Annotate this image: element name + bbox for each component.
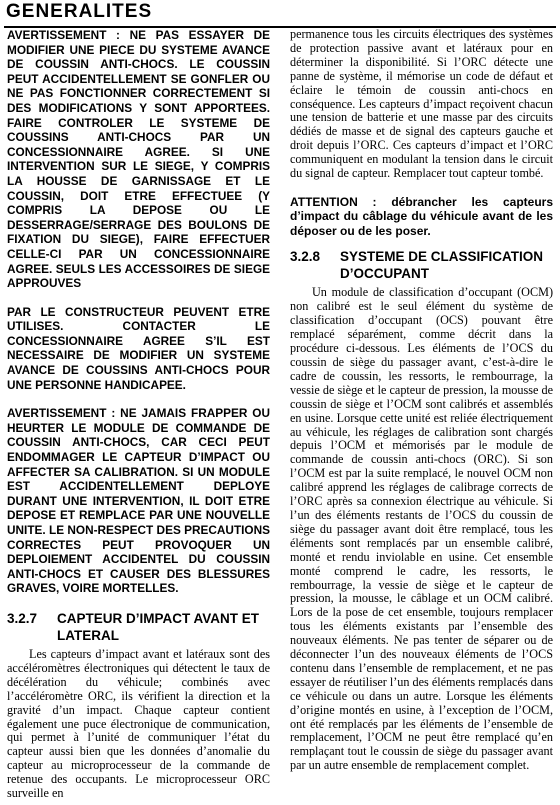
warning-paragraph: AVERTISSEMENT : NE PAS ESSAYER DE MODIFIER UNE PIECE DU SYSTEME AVANCE DE COUSSIN ANTI-CHOCS. LE COUSSIN PEUT ACCIDENTELLEMENT SE GONFLER OU NE PAS FONCTIONNER CORRECTEMENT SI DES MODIFICATIONS Y SONT APPORTEES. FAIRE CONTROLER LE SYSTEME DE COUSSINS ANTI-CHOCS PAR UN CONCESSIONNAIRE AGREE. SI UNE INTERVENTION SUR LE SIEGE, Y COMPRIS LA HOUSSE DE GARNISSAGE ET LE COUSSIN, DOIT ETRE EFFECTUEE (Y COMPRIS LA DEPOSE OU LE DESSERRAGE/SERRAGE DES BOULONS DE FIXATION DU SIEGE), FAIRE EFFECTUER CELLE-CI PAR UN CONCESSIONNAIRE AGREE. SEULS LES ACCESSOIRES DE SIEGE APPROUVES [7, 28, 270, 291]
section-number: 3.2.8 [290, 249, 321, 265]
section-heading-3-2-8 [290, 248, 553, 282]
page-title: GENERALITES [6, 1, 153, 22]
body-paragraph: Les capteurs d’impact avant et latéraux sont des accéléromètres électroniques qui détectent le taux de décélération du véhicule; combinés avec l’accéléromètre ORC, ils vérifient la direction et la gravité d’un impact. Chaque capteur contient également une puce électronique de communication, qui permet à l’unité de communiquer l’état du capteur aussi bien que les données d’anomalie du capteur au microprocesseur de la commande de retenue des occupants. Le microprocesseur ORC surveille en [7, 646, 270, 801]
left-column [7, 28, 270, 801]
body-paragraph-continued: permanence tous les circuits électriques des systèmes de protection passive avant et latéraux pour en déterminer la disponibilité. Si l’ORC détecte une panne de système, il mémorise un code de défaut et éclaire le témoin de coussin anti-chocs en conséquence. Les capteurs d’impact reçoivent chacun une tension de batterie et une masse par des circuits dédiés de masse et de signal des capteurs gauche et droit depuis l’ORC. Ces capteurs d’impact et l’ORC communiquent en modulant la tension dans le circuit du signal de capteur. Remplacer tout capteur tombé. [290, 27, 553, 181]
warning-paragraph: AVERTISSEMENT : NE JAMAIS FRAPPER OU HEURTER LE MODULE DE COMMANDE DE COUSSIN ANTI-CHOCS, CAR CECI PEUT ENDOMMAGER LE CAPTEUR D’IMPACT OU AFFECTER SA CALIBRATION. SI UN MODULE EST ACCIDENTELLEMENT DEPLOYE DURANT UNE INTERVENTION, IL DOIT ETRE DEPOSE ET REMPLACE PAR UNE NOUVELLE UNITE. LE NON-RESPECT DES PRECAUTIONS CORRECTES PEUT PROVOQUER UN DEPLOIEMENT ACCIDENTEL DU COUSSIN ANTI-CHOCS ET CAUSER DES BLESSURES GRAVES, VOIRE MORTELLES. [7, 406, 270, 596]
right-column [290, 28, 553, 773]
section-title: SYSTEME DE CLASSIFICATION D’OCCUPANT [340, 249, 544, 282]
section-title: CAPTEUR D’IMPACT AVANT ET LATERAL [57, 610, 259, 643]
attention-note: ATTENTION : débrancher les capteurs d’impact du câblage du véhicule avant de les déposer ou de les poser. [290, 194, 553, 238]
page-header [4, 0, 556, 28]
body-paragraph: Un module de classification d’occupant (OCM) non calibré est le seul élément du système de classification d’occupant (OCS) pouvant être remplacé séparément, comme décrit dans la procédure ci-dessous. Les éléments de l’OCS du coussin de siège du passager avant, c’est-à-dire le cadre de coussin, les ressorts, le rembourrage, la vessie de siège et le capteur de pression, la mousse de coussin de siège et l’OCM sont calibrés et assemblés en usine. Lorsque cette unité est reliée électriquement au véhicule, les réglages de calibration sont chargés depuis l’OCM et mémorisés par le module de commande de coussin anti-chocs (ORC). Si son l’OCM est par la suite remplacé, le nouvel OCM non calibré apprend les réglages de calibrage corrects de l’ORC après sa connexion électrique au véhicule. Si l’un des éléments restants de l’OCS du coussin de siège du passager avant doit être remplacé, tous les éléments sont remplacés par un ensemble calibré, monté et rendu inviolable en usine. Cet ensemble monté comprend le cadre, les ressorts, le rembourrage, la vessie de siège et le capteur de pression, la mousse, le câblage et un OCM calibré. Lors de la pose de cet ensemble, toujours remplacer tous les éléments existants par l’ensemble des nouveaux éléments. Ne pas tenter de séparer ou de déconnecter l’un des nouveaux éléments de l’OCS contenu dans l’ensemble de remplacement, et ne pas essayer de réutiliser l’un des éléments remplacés dans ce véhicule ou dans un autre. Lorsque les éléments d’origine montés en usine, à l’exception de l’OCM, ont été remplacés par les éléments de l’ensemble de remplacement, l’OCM ne peut être remplacé qu’en remplaçant tout le coussin de siège du passager avant par un autre ensemble de remplacement complet. [290, 285, 553, 773]
warning-paragraph-continued: PAR LE CONSTRUCTEUR PEUVENT ETRE UTILISES. CONTACTER LE CONCESSIONNAIRE AGREE S’IL EST NECESSAIRE DE MODIFIER UN SYSTEME AVANCE DE COUSSINS ANTI-CHOCS POUR UNE PERSONNE HANDICAPEE. [7, 304, 270, 392]
section-heading-3-2-7 [7, 610, 270, 644]
section-number: 3.2.7 [7, 610, 38, 626]
